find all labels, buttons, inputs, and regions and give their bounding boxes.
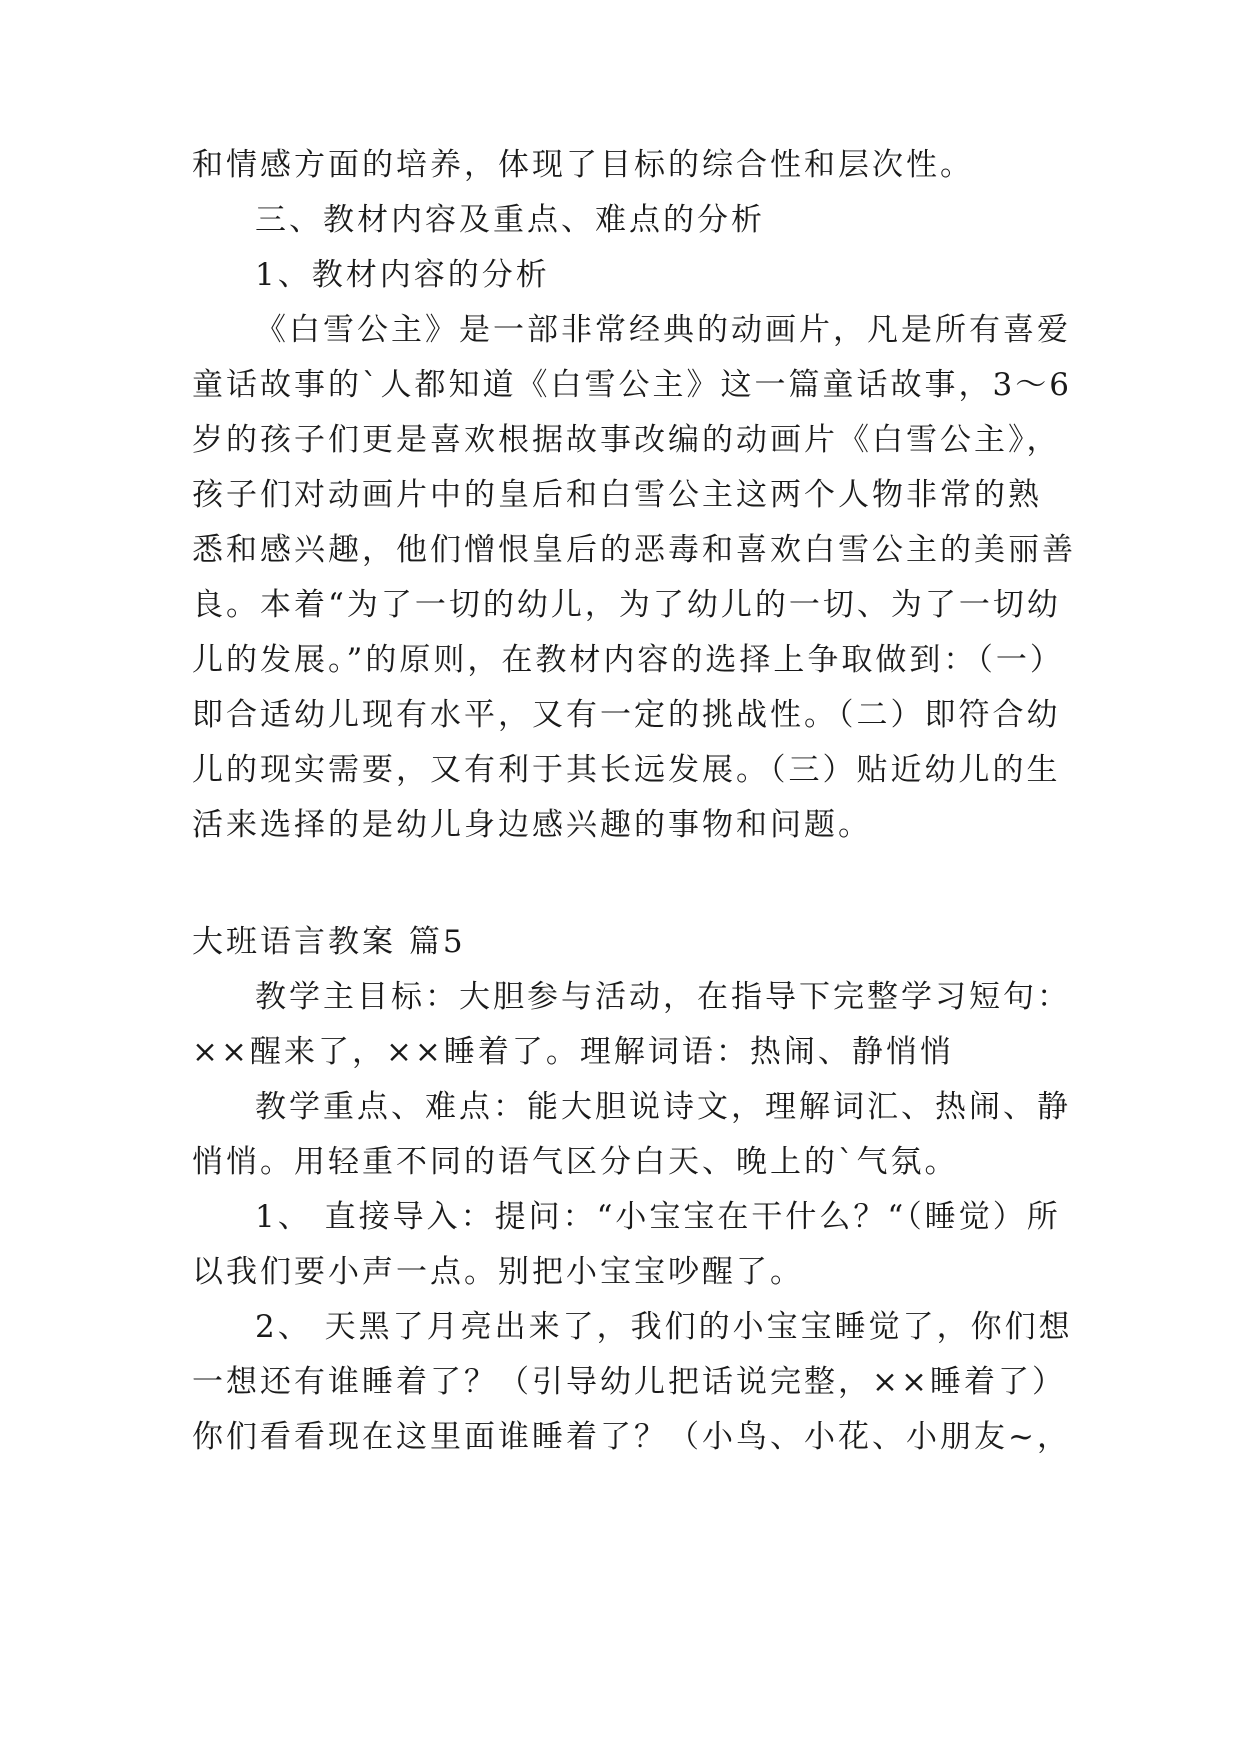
text-line: 即合适幼儿现有水平，又有一定的挑战性。（二）即符合幼 xyxy=(192,697,1061,733)
section-heading: 三、教材内容及重点、难点的分析 xyxy=(255,202,765,238)
text-line: 教学主目标：大胆参与活动，在指导下完整学习短句： xyxy=(255,979,1071,1015)
text-line: 活来选择的是幼儿身边感兴趣的事物和问题。 xyxy=(192,807,872,843)
text-line: 和情感方面的培养，体现了目标的综合性和层次性。 xyxy=(192,147,974,183)
text-line: 悉和感兴趣，他们憎恨皇后的恶毒和喜欢白雪公主的美丽善 xyxy=(192,532,1076,568)
text-line: 以我们要小声一点。别把小宝宝吵醒了。 xyxy=(192,1254,804,1290)
text-line: 1、 直接导入：提问：“小宝宝在干什么？“（睡觉）所 xyxy=(255,1199,1061,1235)
subsection-heading: 1、教材内容的分析 xyxy=(255,257,550,293)
text-line: 良。本着“为了一切的幼儿，为了幼儿的一切、为了一切幼 xyxy=(192,587,1061,623)
text-line: 2、 天黑了月亮出来了，我们的小宝宝睡觉了，你们想 xyxy=(255,1309,1073,1345)
text-line: 你们看看现在这里面谁睡着了？（小鸟、小花、小朋友~， xyxy=(192,1419,1071,1455)
text-line: 儿的发展。”的原则，在教材内容的选择上争取做到：（一） xyxy=(192,642,1064,678)
text-line: 儿的现实需要，又有利于其长远发展。（三）贴近幼儿的生 xyxy=(192,752,1061,788)
text-line: 孩子们对动画片中的皇后和白雪公主这两个人物非常的熟 xyxy=(192,477,1042,513)
text-line: ××醒来了，××睡着了。理解词语：热闹、静悄悄 xyxy=(192,1034,954,1070)
text-line: 童话故事的`人都知道《白雪公主》这一篇童话故事，3～6 xyxy=(192,367,1072,403)
text-line: 一想还有谁睡着了？（引导幼儿把话说完整，××睡着了） xyxy=(192,1364,1066,1400)
text-line: 教学重点、难点：能大胆说诗文，理解词汇、热闹、静 xyxy=(255,1089,1071,1125)
lesson-title: 大班语言教案 篇5 xyxy=(192,924,466,960)
text-line: 悄悄。用轻重不同的语气区分白天、晚上的`气氛。 xyxy=(192,1144,959,1180)
text-line: 《白雪公主》是一部非常经典的动画片，凡是所有喜爱 xyxy=(255,312,1071,348)
text-line: 岁的孩子们更是喜欢根据故事改编的动画片《白雪公主》， xyxy=(192,422,1061,458)
